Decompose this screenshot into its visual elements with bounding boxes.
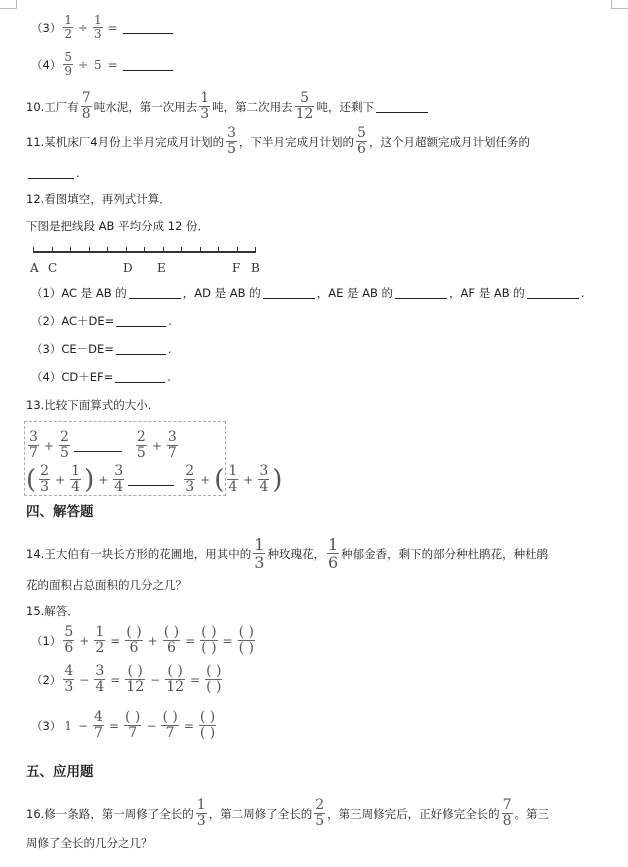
q11-text-1: 11.某机床厂4月份上半月完成月计划的 [26, 134, 225, 149]
q12-part2 [31, 313, 172, 329]
segment-tick [89, 247, 90, 253]
fraction: 3 7 [167, 429, 177, 461]
q16-text-3: ，第三周修完后，正好修完全长的 [327, 806, 500, 821]
page-corner-mark-left [0, 0, 17, 9]
answer-blank[interactable] [129, 287, 181, 299]
q12-p1-text-3: ，AE 是 AB 的 [316, 286, 394, 300]
q15-p2-label: （2） [31, 672, 62, 687]
q12-p1-text-4: ，AF 是 AB 的 [449, 286, 525, 300]
fraction-blank[interactable]: ( ) ( ) [199, 709, 216, 741]
equals-sign: = [190, 672, 201, 687]
q12-p4-expression: CD＋EF= [61, 370, 114, 384]
fraction: 4 3 [64, 663, 74, 695]
fraction-blank[interactable]: ( ) 7 [162, 709, 178, 741]
q14-text-1: 14.王大伯有一块长方形的花圃地，用其中的 [26, 546, 252, 561]
fraction: 2 3 [40, 463, 50, 495]
q9-p3-label: （3） [31, 20, 62, 35]
answer-blank[interactable] [395, 287, 447, 299]
period: . [167, 370, 171, 384]
operator: − [146, 718, 157, 733]
q11-text-3: ，这个月超额完成月计划任务的 [368, 134, 530, 149]
q13-comparison-1 [26, 430, 180, 461]
question-11 [26, 126, 530, 157]
q9-part3 [31, 14, 175, 41]
fraction: 5 9 [64, 50, 72, 78]
segment-tick [200, 247, 201, 253]
segment-tick [163, 247, 164, 253]
q12-part4 [31, 369, 171, 385]
equals-sign: = [183, 718, 194, 733]
fraction: 2 3 [185, 463, 195, 495]
fraction: 3 4 [114, 463, 124, 495]
equals-sign: = [185, 633, 196, 648]
fraction-blank[interactable]: ( ) 12 [166, 663, 185, 695]
q16-text-2: ，第二周修了全长的 [208, 806, 313, 821]
fraction-blank[interactable]: ( ) ( ) [238, 624, 254, 656]
fraction: 5 6 [357, 125, 366, 157]
answer-blank[interactable] [116, 343, 166, 355]
period: . [168, 314, 172, 328]
operator: ÷ [77, 20, 89, 35]
fraction: 1 3 [94, 13, 102, 41]
fraction: 1 3 [254, 535, 265, 572]
q15-part3 [31, 710, 218, 741]
q10-text-1: 10.工厂有 [26, 99, 79, 114]
q14-text-3: 种郁金香，剩下的部分种杜鹃花，种杜鹃 [341, 546, 549, 561]
section-4-heading: 四、解答题 [26, 504, 94, 520]
segment-tick [52, 247, 53, 253]
q12-p4-label: （4） [31, 370, 62, 384]
answer-blank[interactable] [74, 440, 122, 452]
operator: + [147, 633, 158, 648]
q13-comparison-2 [25, 464, 283, 495]
q12-p2-expression: AC＋DE= [61, 314, 115, 328]
equals-sign: = [222, 633, 233, 648]
paren: ) [272, 464, 283, 495]
fraction: 2 5 [136, 429, 146, 461]
fraction: 1 4 [228, 463, 238, 495]
q12-description: 下图是把线段 AB 平均分成 12 份． [26, 219, 210, 233]
fraction: 7 8 [81, 90, 91, 122]
fraction: 2 5 [59, 429, 69, 461]
equals-sign: = [107, 20, 118, 35]
segment-tick [218, 247, 219, 253]
operator: − [150, 672, 161, 687]
fraction-blank[interactable]: ( ) 6 [126, 624, 142, 656]
answer-blank[interactable] [115, 371, 165, 383]
equals-sign: = [110, 672, 121, 687]
period: . [167, 342, 172, 356]
point-label-c: C [48, 261, 58, 275]
fraction: 3 4 [95, 663, 105, 695]
operator: − [77, 718, 89, 733]
q12-part1 [31, 285, 584, 301]
q16-text-4: 。第三 [514, 806, 550, 821]
operator: + [79, 633, 90, 648]
fraction: 7 8 [502, 797, 512, 829]
segment-tick [126, 247, 127, 253]
fraction-blank[interactable]: ( ) 12 [126, 663, 145, 695]
point-label-f: F [232, 261, 241, 275]
segment-tick [70, 247, 71, 253]
segment-tick [255, 247, 256, 253]
fraction: 1 2 [64, 13, 72, 41]
operator: + [243, 472, 254, 487]
q16-text-1: 16.修一条路，第一周修了全长的 [26, 806, 194, 821]
operator: − [79, 672, 90, 687]
fraction: 1 3 [196, 797, 206, 829]
question-10 [26, 91, 430, 122]
fraction: 2 5 [315, 797, 325, 829]
answer-blank[interactable] [128, 474, 174, 486]
q9-part4 [31, 51, 175, 78]
q10-text-2: 吨水泥，第一次用去 [93, 99, 198, 114]
fraction: 4 7 [94, 709, 103, 741]
question-14 [26, 536, 548, 571]
section-5-heading: 五、应用题 [26, 764, 94, 780]
operator: + [200, 472, 211, 487]
answer-blank[interactable] [123, 59, 173, 71]
q12-part3 [31, 341, 172, 357]
q14-text-2: 种玫瑰花， [267, 546, 325, 561]
equals-sign: = [108, 718, 120, 733]
number: 5 [94, 57, 102, 72]
page-corner-mark-right [611, 0, 628, 9]
segment-tick [33, 247, 34, 253]
q13-title: 13.比较下面算式的大小. [26, 398, 152, 412]
fraction-blank[interactable]: ( ) 6 [163, 624, 180, 656]
fraction: 5 6 [64, 624, 74, 656]
fraction-blank[interactable]: ( ) ( ) [206, 663, 222, 695]
operator: ÷ [77, 57, 89, 72]
q12-p1-label: （1） [31, 286, 62, 300]
q12-p1-text-2: ，AD 是 AB 的 [182, 286, 261, 300]
q12-p2-label: （2） [31, 314, 62, 328]
q15-part2 [31, 664, 224, 695]
q10-text-3: 吨，第二次用去 [212, 99, 293, 114]
segment-tick [237, 247, 238, 253]
answer-blank[interactable] [527, 287, 579, 299]
fraction: 3 5 [227, 125, 237, 157]
q12-title: 12.看图填空，再列式计算． [26, 192, 171, 206]
answer-blank[interactable] [123, 22, 173, 34]
q16-line-2: 周修了全长的几分之几？ [26, 836, 153, 850]
point-label-b: B [251, 261, 260, 275]
fraction-blank[interactable]: ( ) 7 [125, 709, 141, 741]
q11-text-2: ，下半月完成月计划的 [239, 134, 355, 149]
q15-title: 15.解答． [26, 604, 79, 618]
point-label-e: E [157, 261, 166, 275]
point-label-d: D [123, 261, 133, 275]
fraction: 5 12 [295, 90, 314, 122]
q15-p1-label: （1） [31, 633, 62, 648]
paren: ( [214, 464, 225, 495]
question-11-answer-line [26, 165, 80, 181]
answer-blank[interactable] [263, 287, 315, 299]
fraction: 1 3 [200, 90, 210, 122]
fraction: 1 2 [95, 624, 105, 656]
operator: + [98, 472, 109, 487]
fraction: 3 7 [29, 429, 38, 461]
fraction: 3 4 [259, 463, 269, 495]
segment-tick [181, 247, 182, 253]
segment-tick [144, 247, 145, 253]
question-16 [26, 798, 549, 829]
q12-p3-label: （3） [31, 342, 62, 356]
q12-p1-text-1: AC 是 AB 的 [61, 286, 127, 300]
segment-tick [107, 247, 108, 253]
paren: ) [84, 464, 95, 495]
q9-p4-label: （4） [31, 57, 62, 72]
fraction: 1 4 [71, 463, 81, 495]
answer-blank[interactable] [28, 167, 74, 179]
answer-blank[interactable] [116, 315, 166, 327]
q14-line-2: 花的面积占总面积的几分之几？ [26, 578, 187, 592]
fraction-blank[interactable]: ( ) ( ) [201, 624, 217, 656]
number: 1 [64, 718, 72, 733]
fraction: 1 6 [327, 535, 339, 572]
q10-text-4: 吨，还剩下 [316, 99, 374, 114]
equals-sign: = [110, 633, 121, 648]
operator: + [55, 472, 66, 487]
period: . [580, 286, 585, 300]
q12-p3-expression: CE－DE= [61, 342, 114, 356]
operator: + [43, 438, 54, 453]
paren: ( [26, 464, 37, 495]
q15-p3-label: （3） [31, 718, 62, 733]
point-label-a: A [30, 261, 39, 275]
equals-sign: = [107, 57, 118, 72]
operator: + [151, 438, 162, 453]
answer-blank[interactable] [376, 101, 428, 113]
q15-part1 [31, 625, 257, 656]
period: . [76, 166, 80, 180]
